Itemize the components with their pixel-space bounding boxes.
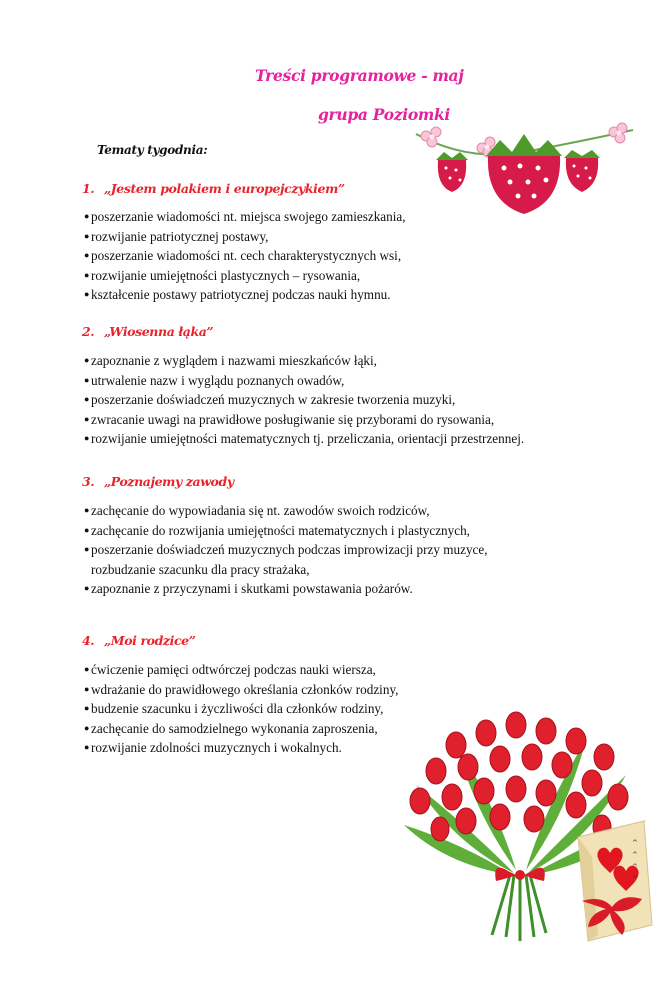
list-item: ● zapoznanie z przyczynami i skutkami powstawania pożarów. <box>0 579 488 599</box>
section-heading: „Jestem polakiem i europejczykiem” <box>104 181 345 196</box>
list-item: ● wdrażanie do prawidłowego określania członków rodziny, <box>0 680 398 700</box>
list-item: ● rozwijanie patriotycznej postawy, <box>0 227 406 247</box>
tulip-bouquet-image <box>396 705 658 947</box>
list-item: ● zwracanie uwagi na prawidłowe posługiwanie się przyborami do rysowania, <box>0 410 524 430</box>
list-item: ● zachęcanie do samodzielnego wykonania zaproszenia, <box>0 719 398 739</box>
list-item: ● zachęcanie do rozwijania umiejętności matematycznych i plastycznych, <box>0 521 488 541</box>
list-item: ● rozwijanie umiejętności plastycznych – rysowania, <box>0 266 406 286</box>
svg-text:^: ^ <box>632 863 638 871</box>
list-item: ● zapoznanie z wyglądem i nazwami mieszkańców łąki, <box>0 351 524 371</box>
subtitle: Tematy tygodnia: <box>97 143 208 157</box>
list-item: ● utrwalenie nazw i wyglądu poznanych owadów, <box>0 371 524 391</box>
svg-text:^: ^ <box>632 875 638 883</box>
section-heading: „Poznajemy zawody <box>104 474 234 489</box>
section-list <box>0 660 398 758</box>
list-item: ● poszerzanie doświadczeń muzycznych podczas improwizacji przy muzyce, <box>0 540 488 560</box>
list-item: ● rozwijanie umiejętności matematycznych tj. przeliczania, orientacji przestrzennej. <box>0 429 524 449</box>
section-list <box>0 501 488 599</box>
list-item: ● rozwijanie zdolności muzycznych i wokalnych. <box>0 738 398 758</box>
list-item: ● poszerzanie doświadczeń muzycznych w zakresie tworzenia muzyki, <box>0 390 524 410</box>
list-item: ● zachęcanie do wypowiadania się nt. zawodów swoich rodziców, <box>0 501 488 521</box>
list-item: ● poszerzanie wiadomości nt. cech charakterystycznych wsi, <box>0 246 406 266</box>
section-heading: „Wiosenna łąka” <box>104 324 214 339</box>
title-line-2: grupa Poziomki <box>318 105 450 124</box>
title-line-1: Treści programowe - maj <box>255 66 464 85</box>
svg-text:^: ^ <box>632 839 638 847</box>
list-item: ● kształcenie postawy patriotycznej podczas nauki hymnu. <box>0 285 406 305</box>
section-number: 3. <box>82 474 95 489</box>
list-item-continuation: rozbudzanie szacunku dla pracy strażaka, <box>91 561 310 577</box>
section-heading: „Moi rodzice” <box>104 633 196 648</box>
strawberry-garland-image <box>408 122 640 217</box>
section-list <box>0 351 524 449</box>
section-number: 4. <box>82 633 95 648</box>
list-item: ● budzenie szacunku i życzliwości dla członków rodziny, <box>0 699 398 719</box>
section-list <box>0 207 406 305</box>
section-number: 1. <box>82 181 95 196</box>
list-item: ● poszerzanie wiadomości nt. miejsca swojego zamieszkania, <box>0 207 406 227</box>
svg-text:^: ^ <box>632 851 638 859</box>
list-item: ● ćwiczenie pamięci odtwórczej podczas nauki wiersza, <box>0 660 398 680</box>
section-number: 2. <box>82 324 95 339</box>
